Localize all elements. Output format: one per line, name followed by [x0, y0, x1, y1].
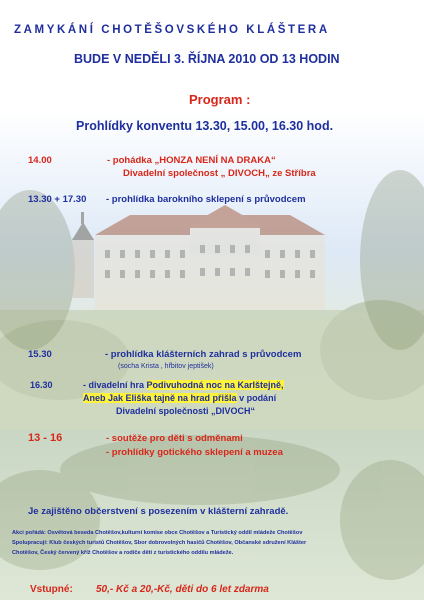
program-item-5-line1: - soutěže pro děti s odměnami — [106, 433, 243, 444]
organizers-line-1: Akci pořádá: Osvětová beseda Chotěšov,kulturní komise obce Chotěšov a Turistický oddíl mládeže Chotěšov — [12, 530, 303, 536]
date-line: BUDE V NEDĚLI 3. ŘÍJNA 2010 OD 13 HODIN — [74, 52, 340, 66]
program-time-1: 14.00 — [28, 155, 52, 166]
play-title-highlight: Podivuhodná noc na Karlštejně, — [146, 380, 284, 390]
program-item-4-line1 — [83, 380, 284, 390]
program-item-1-line2: Divadelní společnost „ DIVOCH„ ze Stříbra — [123, 168, 316, 179]
admission-value: 50,- Kč a 20,-Kč, děti do 6 let zdarma — [96, 584, 269, 595]
program-time-3: 15.30 — [28, 349, 52, 360]
program-item-4-post: v podání — [236, 393, 277, 403]
tours-line: Prohlídky konventu 13.30, 15.00, 16.30 hod. — [76, 119, 334, 133]
program-heading: Program : — [189, 92, 251, 107]
program-item-3-line1: - prohlídka klášterních zahrad s průvodcem — [105, 349, 302, 360]
program-item-4-line3: Divadelní společnosti „DIVOCH“ — [116, 406, 256, 416]
program-item-4-line2 — [83, 393, 276, 403]
program-time-2: 13.30 + 17.30 — [28, 194, 87, 205]
admission-label: Vstupné: — [30, 584, 73, 595]
program-item-2-line1: - prohlídka barokního sklepení s průvodcem — [106, 194, 306, 205]
poster-title: ZAMYKÁNÍ CHOTĚŠOVSKÉHO KLÁŠTERA — [14, 24, 330, 36]
program-time-4: 16.30 — [30, 380, 53, 390]
program-item-4-label: - divadelní hra — [83, 380, 147, 390]
program-time-5: 13 - 16 — [28, 432, 63, 444]
program-item-3-note: (socha Krista , hřbitov jeptišek) — [118, 363, 214, 370]
organizers-line-2: Spolupracují: Klub českých turistů Chotěšov, Sbor dobrovolných hasičů Chotěšov, Občanské sdružení Klášter — [12, 540, 307, 546]
program-item-1-line1: - pohádka „HONZA NENÍ NA DRAKA“ — [107, 155, 276, 166]
refreshments-note: Je zajištěno občerstvení s posezením v klášterní zahradě. — [28, 506, 289, 517]
organizers-line-3: Chotěšov, Český červený kříž Chotěšov a rodiče dětí z turistického oddílu mládeže. — [12, 550, 234, 556]
play-subtitle-highlight: Aneb Jak Eliška tajně na hrad přišla — [83, 393, 237, 403]
program-item-5-line2: - prohlídky gotického sklepení a muzea — [106, 447, 283, 458]
